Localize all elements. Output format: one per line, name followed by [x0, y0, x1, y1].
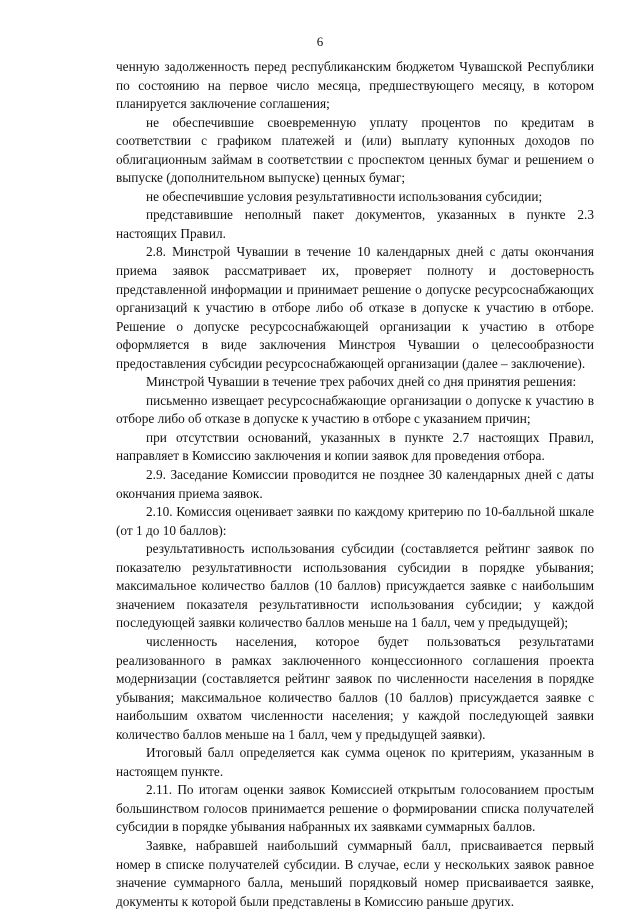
paragraph: численность населения, которое будет пользоваться результатами реализованного в рамках заключенного концессионного соглашения проекта модернизации (составляется рейтинг заявок по численности населения в порядке убывания; максимальное количество баллов (10 баллов) присуждается заявке с наибольшим охватом численности населения; у каждой последующей заявки количество баллов меньше на 1 балл, чем у предыдущей заявки). [116, 633, 594, 742]
paragraph: при отсутствии оснований, указанных в пункте 2.7 настоящих Правил, направляет в Комиссию заключения и копии заявок для проведения отбора. [116, 429, 594, 464]
paragraph: Заявке, набравшей наибольший суммарный балл, присваивается первый номер в списке получателей субсидии. В случае, если у нескольких заявок равное значение суммарного балла, меньший порядковый номер присваивается заявке, документы к которой были представлены в Комиссию раньше других. [116, 837, 594, 909]
paragraph-2-11: 2.11. По итогам оценки заявок Комиссией открытым голосованием простым большинством голосов принимается решение о формировании списка получателей субсидии в порядке убывания набранных их заявками суммарных баллов. [116, 782, 594, 835]
paragraph: не обеспечившие своевременную уплату процентов по кредитам в соответствии с графиком платежей и (или) выплату купонных доходов по облигационным займам в соответствии с проспектом ценных бумаг и решением о выпуске (дополнительном выпуске) ценных бумаг; [116, 114, 594, 186]
paragraph: результативность использования субсидии (составляется рейтинг заявок по показателю результативности использования субсидии в порядке убывания; максимальное количество баллов (10 баллов) присуждается заявке с наибольшим значением показателя результативности использования субсидии; у каждой последующей заявки количество баллов меньше на 1 балл, чем у предыдущей); [116, 541, 594, 631]
document-body [116, 58, 594, 911]
paragraph-continuation: ченную задолженность перед республиканским бюджетом Чувашской Республики по состоянию на первое число месяца, предшествующего месяцу, в котором планируется заключение соглашения; [116, 59, 594, 112]
paragraph-2-8: 2.8. Минстрой Чувашии в течение 10 календарных дней с даты окончания приема заявок рассматривает их, проверяет полноту и достоверность представленной информации и принимает решение о допуске ресурсоснабжающих организаций к участию в отборе либо об отказе в допуске к участию в отборе. Решение о допуске ресурсоснабжающей организации к участию в отборе оформляется в виде заключения Минстроя Чувашии о целесообразности предоставления субсидии ресурсоснабжающей организации (далее – заключение). [116, 244, 594, 371]
paragraph: Минстрой Чувашии в течение трех рабочих дней со дня принятия решения: [146, 374, 577, 390]
paragraph-2-10: 2.10. Комиссия оценивает заявки по каждому критерию по 10-балльной шкале (от 1 до 10 баллов): [116, 504, 594, 538]
paragraph: письменно извещает ресурсоснабжающие организации о допуске к участию в отборе либо об отказе в допуске к участию в отборе с указанием причин; [116, 392, 594, 427]
page-number: 6 [316, 34, 324, 49]
paragraph-2-9: 2.9. Заседание Комиссии проводится не позднее 30 календарных дней с даты окончания приема заявок. [116, 467, 594, 501]
paragraph: не обеспечившие условия результативности использования субсидии; [146, 188, 543, 204]
paragraph: представившие неполный пакет документов, указанных в пункте 2.3 настоящих Правил. [116, 207, 594, 241]
paragraph: Итоговый балл определяется как сумма оценок по критериям, указанным в настоящем пункте. [116, 745, 594, 779]
